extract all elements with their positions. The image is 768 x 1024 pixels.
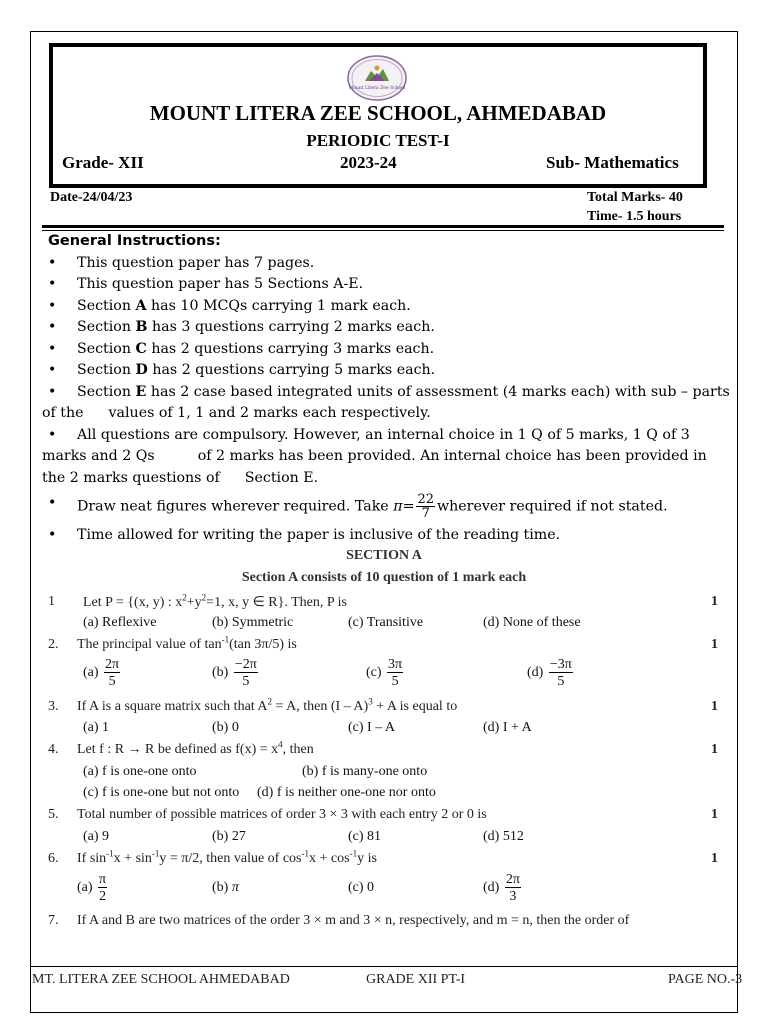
option-a: (a) $\frac{2\pi}{5}$ xyxy=(83,657,120,689)
bullet: • xyxy=(48,276,57,292)
bullet: • xyxy=(48,383,57,400)
instruction-item: • All questions are compulsory. However, an internal choice in 1 Q of 5 marks, 1 Q of 3 marks and 2 Qs of 2 marks has been provided. An internal choice has been provided in the 2 marks questions of Section E. xyxy=(42,426,707,486)
instruction-item: • Section C has 2 questions carrying 3 marks each. xyxy=(42,339,732,361)
total-marks: Total Marks- 40 xyxy=(587,190,683,205)
question-text: If A and B are two matrices of the order 3 × m and 3 × n, respectively, and m = n, then the order of xyxy=(77,913,630,928)
question-marks: 1 xyxy=(711,594,718,609)
option-b: (b) 0 xyxy=(212,720,239,735)
logo-text: Mount Litera Zee School xyxy=(348,86,406,91)
option-d: (d) $\frac{2\pi}{3}$ xyxy=(483,872,520,904)
instruction-item: • Section E has 2 case based integrated units of assessment (4 marks each) with sub – parts of the values of 1, 1 and 2 marks each respectively. xyxy=(42,383,730,421)
option-c: (c) 0 xyxy=(348,880,375,895)
bullet: • xyxy=(48,254,57,271)
question-text: Let P = {(x, y) : $x^2+y^2=1$, x, y ∈ R}. Then, P is xyxy=(83,592,347,610)
option-d: (d) f is neither one-one nor onto xyxy=(257,785,436,800)
question-number: 2. xyxy=(48,637,59,652)
bullet: • xyxy=(48,362,57,378)
question-number: 5. xyxy=(48,807,59,822)
option-a: (a) 9 xyxy=(83,829,110,844)
test-name: PERIODIC TEST-I xyxy=(306,131,450,150)
question-marks: 1 xyxy=(711,742,718,757)
instruction-item: • Section B has 3 questions carrying 2 marks each. xyxy=(42,317,732,339)
fraction-22-7: $\frac{22}{7}$ xyxy=(417,492,434,521)
grade-label: Grade- XII xyxy=(62,153,144,172)
question-number: 7. xyxy=(48,913,59,928)
exam-date: Date-24/04/23 xyxy=(50,190,133,205)
instruction-item: • Time allowed for writing the paper is inclusive of the reading time. xyxy=(42,525,732,547)
option-d: (d) 512 xyxy=(483,829,524,844)
instruction-item: • Section D has 2 questions carrying 5 marks each. xyxy=(42,360,732,382)
option-b: (b) Symmetric xyxy=(212,615,294,630)
question-marks: 1 xyxy=(711,807,718,822)
option-c: (c) $\frac{3\pi}{5}$ xyxy=(366,657,403,689)
option-d: (d) $\frac{-3\pi}{5}$ xyxy=(527,657,572,689)
footer-page-number: PAGE NO.-3 xyxy=(668,972,743,987)
section-a-subtitle: Section A consists of 10 question of 1 mark each xyxy=(241,570,527,585)
footer-grade: GRADE XII PT-I xyxy=(366,972,466,987)
question-marks: 1 xyxy=(711,699,718,714)
question-number: 3. xyxy=(48,699,59,714)
bullet: • xyxy=(48,297,57,314)
question-marks: 1 xyxy=(711,851,718,866)
question-text: Let f : R → R be defined as $f(x) = x^4$, then xyxy=(77,739,314,757)
question-number: 4. xyxy=(48,742,59,757)
option-d: (d) None of these xyxy=(483,615,581,630)
instructions-title: General Instructions: xyxy=(48,233,221,249)
bullet: • xyxy=(48,426,57,443)
option-a: (a) $\frac{\pi}{2}$ xyxy=(77,872,107,904)
bullet: • xyxy=(48,319,57,335)
option-b: (b) $\frac{-2\pi}{5}$ xyxy=(212,657,257,689)
question-number: 6. xyxy=(48,851,59,866)
option-c: (c) f is one-one but not onto xyxy=(83,785,240,800)
general-instructions xyxy=(42,231,732,547)
instruction-item: • Draw neat figures wherever required. Take π= $\frac{22}{7}$ wherever required if not stated. xyxy=(48,492,668,521)
time-allowed: Time- 1.5 hours xyxy=(587,209,682,224)
school-name: MOUNT LITERA ZEE SCHOOL, AHMEDABAD xyxy=(149,101,607,125)
subject-label: Sub- Mathematics xyxy=(546,153,679,172)
option-b: (b) π xyxy=(212,880,239,895)
question-text: If $\sin^{-1}x + \sin^{-1}y = \pi/2$, then value of $\cos^{-1}x + \cos^{-1}y$ is xyxy=(77,848,377,866)
option-a: (a) f is one-one onto xyxy=(83,764,197,779)
instruction-item: • This question paper has 7 pages. xyxy=(42,253,732,275)
option-a: (a) 1 xyxy=(83,720,110,735)
option-c: (c) Transitive xyxy=(348,615,424,630)
option-b: (b) f is many-one onto xyxy=(302,764,428,779)
question-number: 1 xyxy=(48,594,55,609)
instruction-item: • Section A has 10 MCQs carrying 1 mark each. xyxy=(42,296,732,318)
question-text: If A is a square matrix such that $A^2 = A$, then (I – A)$^3$ + A is equal to xyxy=(77,696,458,714)
bullet: • xyxy=(48,495,57,511)
footer-school: MT. LITERA ZEE SCHOOL AHMEDABAD xyxy=(32,972,290,987)
bullet: • xyxy=(48,527,57,543)
session-label: 2023-24 xyxy=(340,153,397,172)
option-c: (c) 81 xyxy=(348,829,382,844)
option-b: (b) 27 xyxy=(212,829,246,844)
bullet: • xyxy=(48,340,57,357)
header-rule-thick xyxy=(42,225,724,228)
footer-rule xyxy=(30,966,738,967)
question-text: The principal value of $\tan^{-1}(\tan$ 3π/5) is xyxy=(77,634,297,652)
option-c: (c) I – A xyxy=(348,720,396,735)
instruction-item: • This question paper has 5 Sections A-E. xyxy=(42,274,732,296)
question-marks: 1 xyxy=(711,637,718,652)
school-logo xyxy=(345,54,409,102)
section-a-title: SECTION A xyxy=(346,548,422,563)
option-d: (d) I + A xyxy=(483,720,532,735)
option-a: (a) Reflexive xyxy=(83,615,157,630)
question-text: Total number of possible matrices of order 3 × 3 with each entry 2 or 0 is xyxy=(77,807,487,822)
